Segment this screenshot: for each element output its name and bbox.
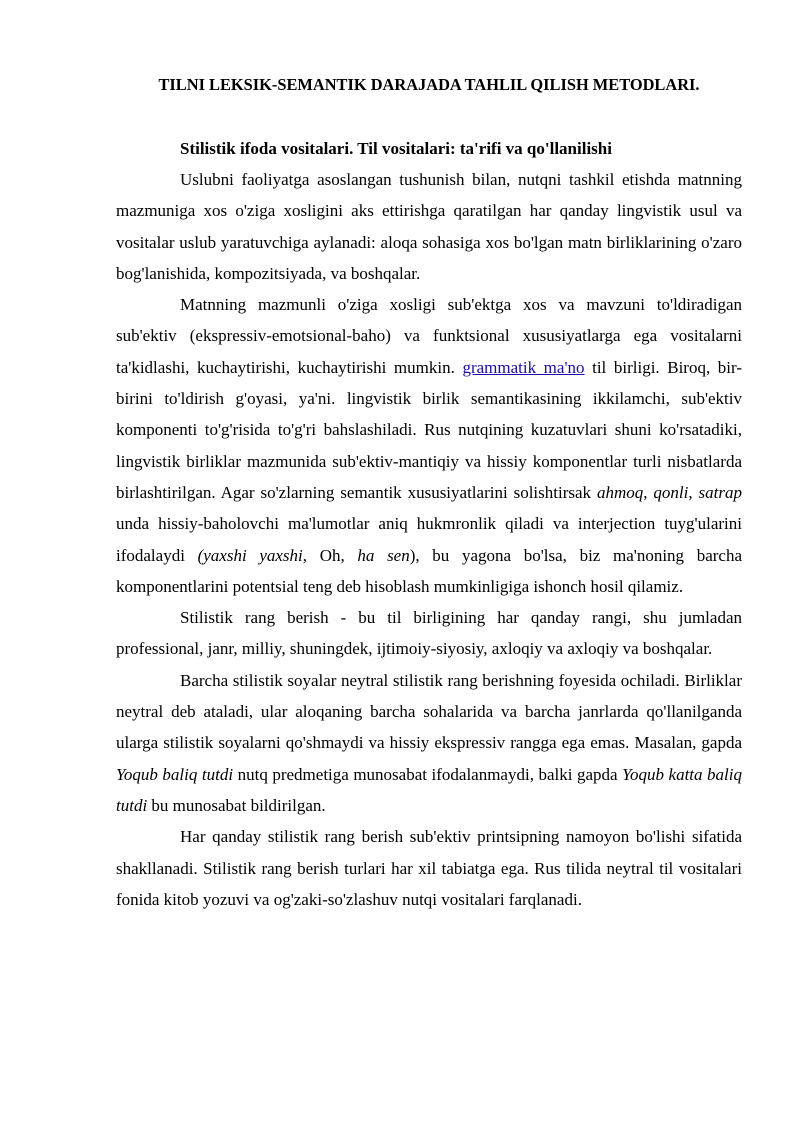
example-sentence-expressive: Yoqub katta baliq tutdi [116,764,743,815]
paragraph-3: Stilistik rang berish - bu til birligining har qanday rangi, shu jumladan professional, janr, milliy, shuningdek, ijtimoiy-siyosiy, axloqiy va axloqiy va boshqalar. [116,608,742,659]
example-word-qonli: qonli [653,482,689,502]
paragraph-5: Har qanday stilistik rang berish sub'ektiv printsipning namoyon bo'lishi sifatida shakllanadi. Stilistik rang berish turlari har xil tabiatga ega. Rus tilida neytral til vositalari fonida kitob yozuvi va og'zaki-so'zlashuv nutqi vositalari farqlanadi. [116,827,742,909]
paragraph-2: Matnning mazmunli o'ziga xosligi sub'ektga xos va mavzuni to'ldiradigan sub'ektiv (ekspressiv-emotsional-baho) va funktsional xususiyatlarga ega vositalarni ta'kidlashi, kuchaytirishi, kuchaytirishi mumkin. grammatik ma'no til birligi. Biroq, bir-birini to'ldirish g'oyasi, ya'ni. lingvistik birlik semantikasining ikkilamchi, sub'ektiv komponenti to'g'risida to'g'ri bahslashiladi. Rus nutqining kuzatuvlari shuni ko'rsatadiki, lingvistik birliklar mazmunida sub'ektiv-mantiqiy va hissiy komponentlar turli nisbatlarda birlashtirilgan. Agar so'zlarning semantik xususiyatlarini solishtirsak ahmoq, qonli, satrap unda hissiy-baholovchi ma'lumotlar aniq hukmronlik qiladi va interjection tuyg'ularini ifodalaydi (yaxshi yaxshi, Oh, ha sen), bu yagona bo'lsa, biz ma'noning barcha komponentlarini potentsial teng deb hisoblash mumkinligiga ishonch hosil qilamiz. [116,295,743,596]
paragraph-2-text-b: til birligi. Biroq, bir-birini to'ldirish g'oyasi, ya'ni. lingvistik birlik semantikasining ikkilamchi, sub'ektiv komponenti to'g'risida to'g'ri bahslashiladi. Rus nutqining kuzatuvlari shuni ko'rsatadiki, lingvistik birliklar mazmunida sub'ektiv-mantiqiy va hissiy komponentlar turli nisbatlarda birlashtirilgan. Agar so'zlarning semantik xususiyatlarini solishtirsak [116,357,743,502]
example-interjection-oh: Oh, [319,545,345,565]
document-page [116,74,742,915]
paragraph-1: Uslubni faoliyatga asoslangan tushunish bilan, nutqni tashkil etishda matnning mazmuniga xos o'ziga xosligini aks ettirishga qaratilgan har qanday lingvistik usul va vositalar uslub yaratuvchiga aylanadi: aloqa sohasiga xos bo'lgan matn birliklarining o'zaro bog'lanishida, kompozitsiyada, va boshqalar. [116,170,742,283]
example-interjection-ha-sen: ha sen [357,545,410,565]
paragraph-4-text-b: nutq predmetiga munosabat ifodalanmaydi, balki gapda [237,764,618,784]
paragraph-4-text-c: bu munosabat bildirilgan. [151,795,326,815]
document-title: TILNI LEKSIK-SEMANTIK DARAJADA TAHLIL QILISH METODLARI. [158,75,700,94]
paragraph-2-text-d: ), bu yagona bo'lsa, biz ma'noning barcha komponentlarini potentsial teng deb hisoblash mumkinligiga ishonch hosil qilamiz. [116,545,743,596]
example-sentence-neutral: Yoqub baliq tutdi [116,764,234,784]
paragraph-2-text-a: Matnning mazmunli o'ziga xosligi sub'ektga xos va mavzuni to'ldiradigan sub'ektiv (ekspressiv-emotsional-baho) va funktsional xususiyatlarga ega vositalarni ta'kidlashi, kuchaytirishi, kuchaytirishi mumkin. [116,295,742,377]
example-word-satrap: satrap [698,482,743,502]
section-heading: Stilistik ifoda vositalari. Til vositalari: ta'rifi va qo'llanilishi [180,139,612,158]
paragraph-2-text-c: unda hissiy-baholovchi ma'lumotlar aniq hukmronlik qiladi va interjection tuyg'ularini ifodalaydi [116,514,742,565]
example-word-ahmoq: ahmoq [596,482,644,502]
grammatik-mano-link[interactable]: grammatik ma'no [462,357,585,377]
paragraph-4-text-a: Barcha stilistik soyalar neytral stilistik rang berishning foyesida ochiladi. Birliklar neytral deb ataladi, ular aloqaning barcha sohalarida va barcha janrlarda qo'llanilganda ularga stilistik soyalarni qo'shmaydi va hissiy ekspressiv rangga ega emas. Masalan, gapda [116,670,742,753]
paragraph-4 [116,665,742,821]
example-interjection-yaxshi: (yaxshi yaxshi [197,545,303,565]
